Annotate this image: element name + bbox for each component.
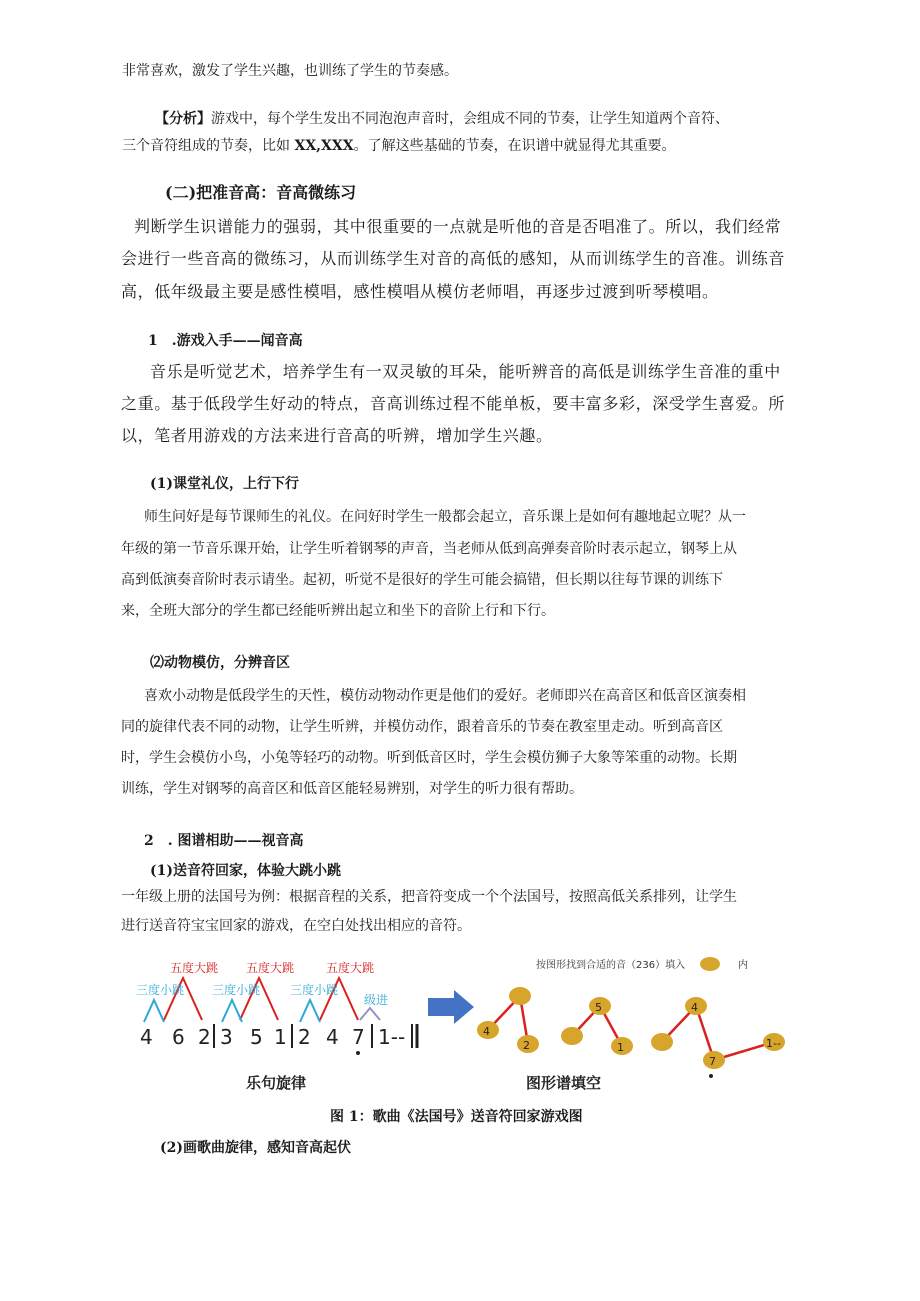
small-jump-label: 三度小跳 [136,983,185,997]
figure-svg [128,950,808,1100]
big-jump-label: 五度大跳 [170,961,219,975]
horn-icon [509,987,531,1005]
subheading: (1)课堂礼仪，上行下行 [150,476,299,492]
instruction-text: 按图形找到合适的音（236）填入 [536,960,686,971]
paragraph-line: 进行送音符宝宝回家的游戏，在空白处找出相应的音符。 [121,918,471,934]
analysis-tag: 【分析】 [155,111,211,127]
paragraph-line: 喜欢小动物是低段学生的天性，模仿动物动作更是他们的爱好。老师即兴在高音区和低音区演奏相 [144,688,746,704]
small-jump-mark [144,1000,164,1022]
arrow-icon [428,990,474,1024]
paragraph-line: 之重。基于低段学生好动的特点，音高训练过程不能单板，要丰富多彩，深受学生喜爱。所 [121,394,786,413]
paragraph-line: 会进行一些音高的微练习，从而训练学生对音的高低的感知，从而训练学生的音准。训练音 [121,249,786,268]
analysis-text: 游戏中，每个学生发出不同泡泡声音时，会组成不同的节奏，让学生知道两个音符、 [211,111,729,127]
analysis-text: 。了解这些基础的节奏，在识谱中就显得尤其重要。 [353,138,676,154]
paragraph-line: 非常喜欢，激发了学生兴趣，也训练了学生的节奏感。 [122,63,458,79]
paragraph-line: 一年级上册的法国号为例：根据音程的关系，把音符变成一个个法国号，按照高低关系排列，让学生 [121,889,737,905]
paragraph-line: 训练，学生对钢琴的高音区和低音区能轻易辨别，对学生的听力很有帮助。 [121,781,583,797]
melody-note: 2 [298,1025,311,1049]
small-jump-mark [300,1000,320,1022]
paragraph-line: 时，学生会模仿小鸟，小兔等轻巧的动物。听到低音区时，学生会模仿狮子大象等笨重的动物。长期 [121,750,737,766]
figure-french-horn-game [128,950,808,1100]
big-jump-label: 五度大跳 [246,961,295,975]
horn-note: 4 [483,1025,490,1038]
small-jump-mark [222,1000,242,1022]
horn-note: 1 [617,1041,624,1054]
big-jump-label: 五度大跳 [326,961,375,975]
section-heading: (二)把准音高：音高微练习 [165,183,357,202]
horn-icon [651,1033,673,1051]
figure-caption: 图 1：歌曲《法国号》送音符回家游戏图 [330,1109,583,1125]
paragraph-line: 来，全班大部分的学生都已经能听辨出起立和坐下的音阶上行和下行。 [121,603,555,619]
subheading: (2)画歌曲旋律，感知音高起伏 [160,1140,351,1156]
paragraph-line: 以，笔者用游戏的方法来进行音高的听辨，增加学生兴趣。 [121,426,553,445]
horn-note: 1-- [766,1037,781,1050]
rhythm-example: XX,XXX [294,138,354,154]
subheading: ⑵动物模仿，分辨音区 [150,655,290,671]
paragraph-line: 高，低年级最主要是感性模唱，感性模唱从模仿老师唱，再逐步过渡到听琴模唱。 [121,282,719,301]
melody-note: 2 [198,1025,211,1049]
paragraph-line: 判断学生识谱能力的强弱，其中很重要的一点就是听他的音是否唱准了。所以，我们经常 [134,217,782,236]
paragraph-line: 音乐是听觉艺术，培养学生有一双灵敏的耳朵，能听辨音的高低是训练学生音准的重中 [150,362,781,381]
horn-note: 5 [595,1001,602,1014]
subheading: 2 . 图谱相助——视音高 [144,833,304,849]
melody-panel [136,960,417,1092]
left-panel-title: 乐句旋律 [246,1074,307,1092]
analysis-paragraph [155,108,729,128]
subheading: 1 .游戏入手——闻音高 [148,333,303,349]
horn-icon [700,957,720,971]
low-octave-dot [356,1051,360,1055]
paragraph-line: 高到低演奏音阶时表示请坐。起初，听觉不是很好的学生可能会搞错，但长期以往每节课的训练下 [121,572,723,588]
paragraph-line: 同的旋律代表不同的动物，让学生听辨，并模仿动作，跟着音乐的节奏在教室里走动。听到高音区 [121,719,723,735]
paragraph-line: 年级的第一节音乐课开始，让学生听着钢琴的声音，当老师从低到高弹奏音阶时表示起立，钢琴上从 [121,541,737,557]
step-label: 级进 [364,993,389,1007]
analysis-text: 三个音符组成的节奏，比如 [122,138,295,154]
melody-note: 7 [352,1025,365,1049]
melody-note: 5 [250,1025,263,1049]
right-panel-title: 图形谱填空 [526,1074,602,1092]
melody-note: 1 [274,1025,287,1049]
graphic-score-panel [477,957,785,1092]
horn-note: 2 [523,1039,530,1052]
melody-note: 3 [220,1025,233,1049]
paragraph-line: 师生问好是每节课师生的礼仪。在问好时学生一般都会起立，音乐课上是如何有趣地起立呢？从一 [144,509,746,525]
small-jump-label: 三度小跳 [290,983,339,997]
horn-icon [561,1027,583,1045]
horn-note: 4 [691,1001,698,1014]
melody-note: 6 [172,1025,185,1049]
step-mark [360,1008,380,1020]
horn-note: 7 [709,1055,716,1068]
small-jump-label: 三度小跳 [212,983,261,997]
melody-note: 1-- [378,1025,406,1049]
melody-note: 4 [326,1025,339,1049]
analysis-paragraph-line2 [122,135,676,155]
melody-note: 4 [140,1025,153,1049]
low-octave-dot [709,1074,713,1078]
instruction-tail: 内 [738,960,748,971]
subheading: (1)送音符回家，体验大跳小跳 [150,863,341,879]
